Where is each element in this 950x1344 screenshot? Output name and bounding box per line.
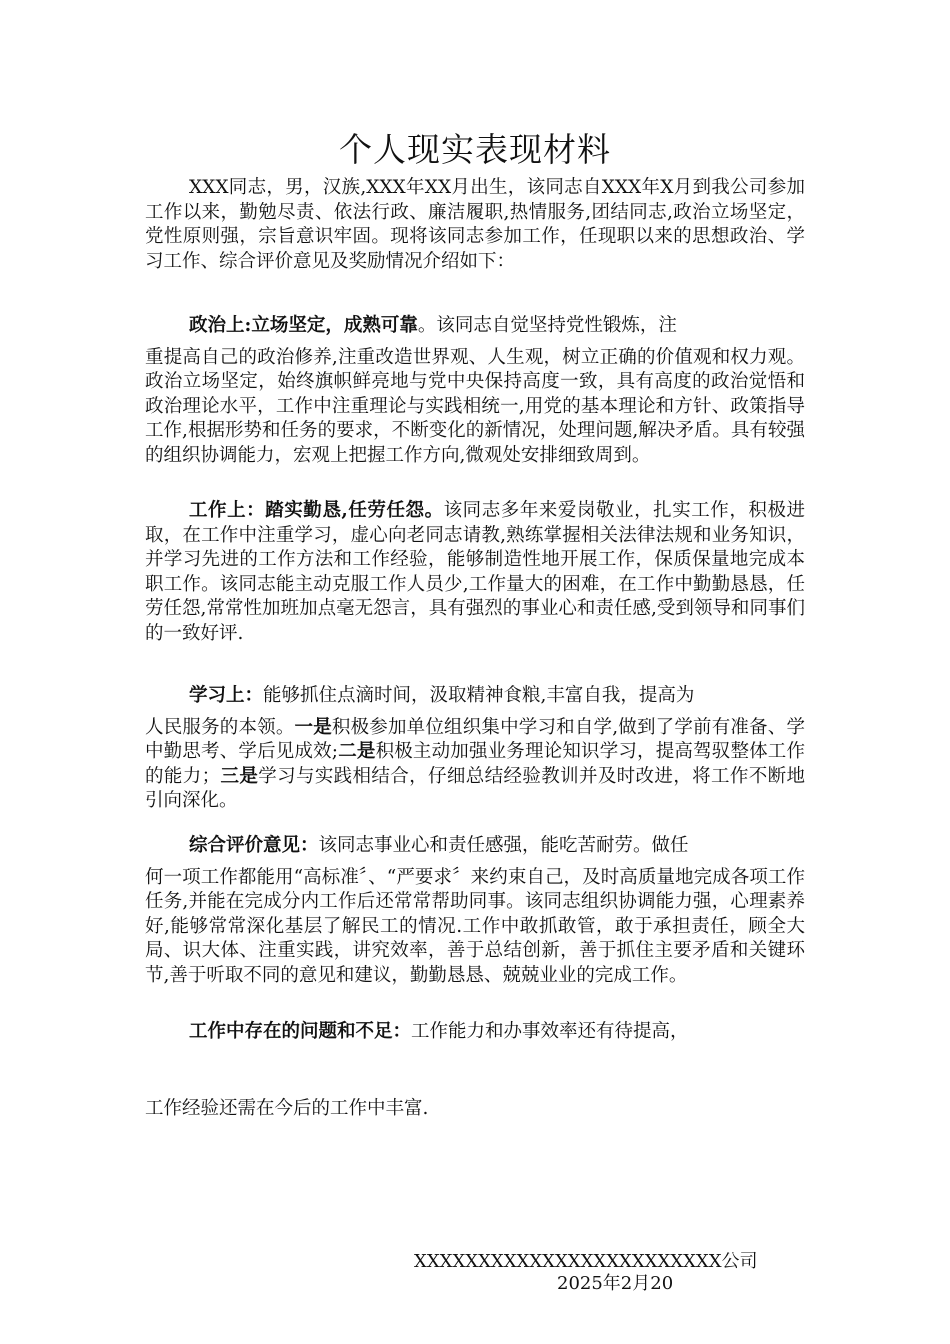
signature-company: XXXXXXXXXXXXXXXXXXXXXXXX公司 [414,1251,758,1272]
issues-line [145,1020,805,1045]
evaluation-body: 何一项工作都能用“高标准〞、“严要求〞来约束自己，及时高质量地完成各项工作任务,并能在完成分内工作后还常常帮助同事。该同志组织协调能力强，心理素养好,能够常常深化基层了解民工的情况.工作中敢抓敢管，敢于承担责任，顾全大局、识大体、注重实践，讲究效率，善于总结创新，善于抓住主要矛盾和关键环节,善于听取不同的意见和建议，勤勤恳恳、兢兢业业的完成工作。 [145,866,805,986]
politics-paragraph [145,314,805,468]
study-paragraph [145,684,805,814]
page-title: 个人现实表现材料 [339,130,611,169]
study-point-one: 一是 [294,716,332,738]
issues-continuation: 工作经验还需在今后的工作中丰富. [145,1098,429,1119]
signature-date: 2025年2月20 [557,1273,674,1294]
politics-body: 重提高自己的政治修养,注重改造世界观、人生观，树立正确的价值观和权力观。政治立场坚定，始终旗帜鲜亮地与党中央保持高度一致，具有高度的政治觉悟和政治理论水平，工作中注重理论与实践相统一,用党的基本理论和方针、政策指导工作,根据形势和任务的要求，不断变化的新情况，处理问题,解决矛盾。具有较强的组织协调能力，宏观上把握工作方向,微观处安排细致周到。 [145,346,805,466]
politics-first-rest: 。该同志自觉坚持党性锻炼，注 [417,315,677,336]
evaluation-first-rest: 该同志事业心和责任感强，能吃苦耐劳。做任 [318,835,689,856]
evaluation-paragraph [145,834,805,988]
study-body-c: 积极主动加强业务理论知识学习，提高驾驭整体工作的能力； [145,741,805,787]
issues-heading: 工作中存在的问题和不足： [189,1021,412,1042]
study-first-line [145,684,805,709]
work-paragraph [145,499,805,646]
study-body-d: 学习与实践相结合，仔细总结经验教训并及时改进，将工作不断地引向深化。 [145,765,805,811]
study-body-b: 积极参加单位组织集中学习和自学,做到了学前有准备、学中勤思考、学后见成效; [145,716,805,762]
study-point-two: 二是 [338,741,376,762]
politics-first-line [145,314,805,339]
study-first-rest: 能够抓住点滴时间，汲取精神食粮,丰富自我，提高为 [263,685,695,706]
issues-rest: 工作能力和办事效率还有待提高， [411,1021,689,1042]
study-point-three: 三是 [220,765,259,787]
work-heading: 工作上：踏实勤恳,任劳任怨。 [189,500,444,521]
study-body-a: 人民服务的本领。 [145,716,295,738]
study-heading: 学习上： [189,685,264,706]
evaluation-first-line [145,834,805,859]
evaluation-heading: 综合评价意见： [189,835,319,856]
work-body: 该同志多年来爱岗敬业，扎实工作，积极进取，在工作中注重学习，虚心向老同志请教,熟练掌握相关法律法规和业务知识，并学习先进的工作方法和工作经验，能够制造性地开展工作，保质保量地完成本职工作。该同志能主动克服工作人员少,工作量大的困难，在工作中勤勤恳恳，任劳任怨,常常性加班加点毫无怨言，具有强烈的事业心和责任感,受到领导和同事们的一致好评. [145,500,805,644]
politics-heading: 政治上:立场坚定，成熟可靠 [189,315,418,336]
intro-paragraph: XXX同志，男，汉族,XXX年XX月出生，该同志自XXX年X月到我公司参加工作以来，勤勉尽责、依法行政、廉洁履职,热情服务,团结同志,政治立场坚定，党性原则强，宗旨意识牢固。现将该同志参加工作，任现职以来的思想政治、学习工作、综合评价意见及奖励情况介绍如下： [145,177,805,272]
